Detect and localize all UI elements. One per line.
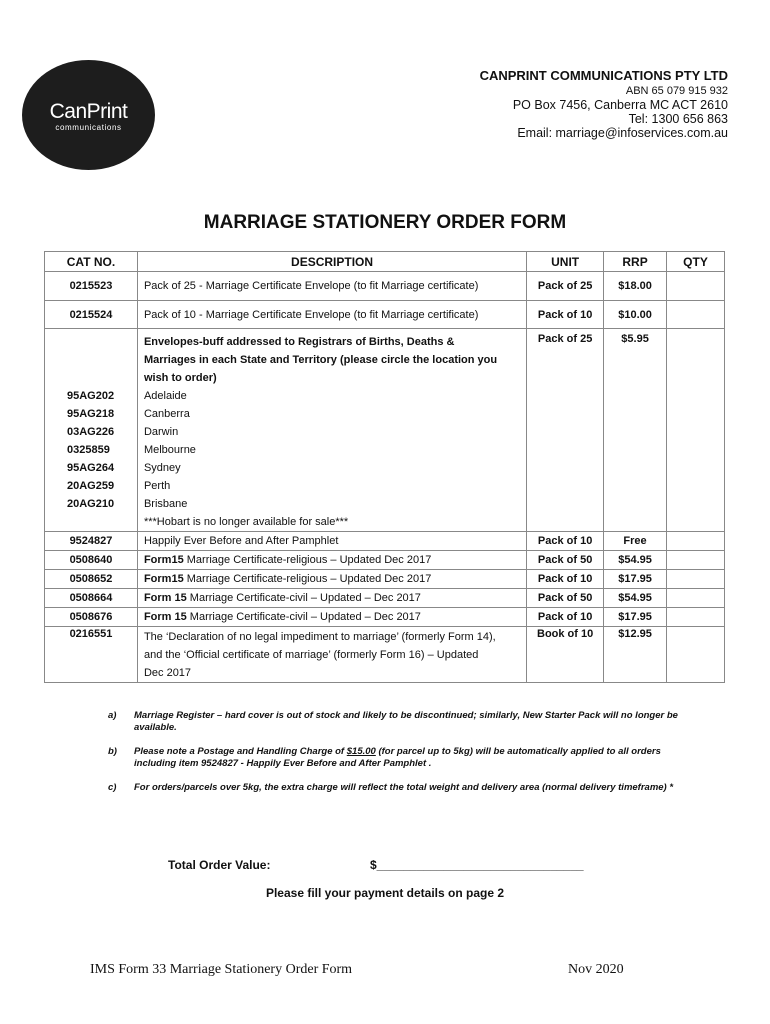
- note-b: [108, 746, 688, 770]
- rrp: $54.95: [604, 551, 667, 570]
- description: [137, 532, 526, 551]
- header-rrp: RRP: [604, 252, 667, 272]
- description: Pack of 10 - Marriage Certificate Envelope (to fit Marriage certificate): [137, 301, 526, 329]
- location-cat-no: 0325859: [67, 444, 110, 456]
- total-order-label: Total Order Value:: [168, 858, 271, 872]
- description-text: Marriage Certificate-civil – Updated – Dec 2017: [186, 592, 421, 604]
- envelopes-title-line: wish to order): [143, 372, 217, 384]
- qty-cell[interactable]: [667, 301, 725, 329]
- description: [137, 589, 526, 608]
- footer-date: Nov 2020: [568, 962, 624, 977]
- unit: Pack of 25: [527, 272, 604, 301]
- note-text: (for parcel up to 5kg) will be automatically applied to all orders including item 9524827 - Happily Ever Before and After Pamphlet .: [134, 746, 661, 769]
- header-unit: UNIT: [527, 252, 604, 272]
- canprint-logo: [22, 60, 155, 170]
- location-name[interactable]: Brisbane: [143, 498, 188, 510]
- header-cat-no: CAT NO.: [45, 252, 138, 272]
- table-row-envelopes: [45, 329, 725, 532]
- cat-no: 0508652: [45, 570, 138, 589]
- note-text: Please note a Postage and Handling Charge of: [134, 746, 347, 757]
- description: [137, 551, 526, 570]
- location-cat-no: 95AG218: [67, 408, 115, 420]
- order-table: [44, 251, 725, 683]
- form-label: Form15: [143, 554, 184, 566]
- company-name: CANPRINT COMMUNICATIONS PTY LTD: [479, 68, 728, 83]
- hobart-note: ***Hobart is no longer available for sale***: [143, 516, 349, 528]
- cat-no: 0215523: [45, 272, 138, 301]
- cat-no: 0215524: [45, 301, 138, 329]
- unit: Book of 10: [527, 627, 604, 683]
- total-order-value-field[interactable]: $_______________________________: [370, 858, 584, 872]
- declaration-line: The ‘Declaration of no legal impediment to marriage’ (formerly Form 14),: [143, 631, 496, 643]
- qty-cell[interactable]: [667, 329, 725, 532]
- rrp: $54.95: [604, 589, 667, 608]
- description-text: Marriage Certificate-civil – Updated – Dec 2017: [186, 611, 421, 623]
- unit: Pack of 10: [527, 608, 604, 627]
- rrp: $17.95: [604, 570, 667, 589]
- logo-subtext: communications: [55, 123, 122, 132]
- location-cat-no: 20AG259: [67, 480, 115, 492]
- note-a: [108, 710, 688, 734]
- qty-cell[interactable]: [667, 589, 725, 608]
- unit: Pack of 50: [527, 551, 604, 570]
- table-row: [45, 608, 725, 627]
- table-row: [45, 589, 725, 608]
- form-label: Form15: [143, 573, 184, 585]
- unit: Pack of 10: [527, 570, 604, 589]
- envelopes-title-line: Envelopes-buff addressed to Registrars of Births, Deaths &: [143, 336, 455, 348]
- declaration-line: and the ‘Official certificate of marriage’ (formerly Form 16) – Updated: [143, 649, 479, 661]
- location-name[interactable]: Adelaide: [143, 390, 187, 402]
- qty-cell[interactable]: [667, 532, 725, 551]
- description: [137, 608, 526, 627]
- note-marker: c): [108, 782, 117, 793]
- envelopes-description: [137, 329, 526, 532]
- description: [137, 570, 526, 589]
- note-c: [108, 782, 688, 794]
- table-row: [45, 301, 725, 329]
- location-name[interactable]: Melbourne: [143, 444, 196, 456]
- rrp: $12.95: [604, 627, 667, 683]
- description-text: Happily Ever Before and After Pamphlet: [143, 535, 339, 547]
- description-text: Marriage Certificate-religious – Updated Dec 2017: [183, 573, 432, 585]
- unit: Pack of 25: [527, 329, 604, 532]
- location-cat-no: 03AG226: [67, 426, 115, 438]
- qty-cell[interactable]: [667, 570, 725, 589]
- rrp: $17.95: [604, 608, 667, 627]
- company-email: Email: marriage@infoservices.com.au: [517, 126, 728, 140]
- payment-note: Please fill your payment details on page 2: [265, 886, 505, 900]
- form-label: Form 15: [143, 611, 187, 623]
- table-header-row: [45, 252, 725, 272]
- postage-amount: $15.00: [346, 746, 376, 757]
- location-cat-no: 20AG210: [67, 498, 115, 510]
- description-text: Marriage Certificate-religious – Updated Dec 2017: [183, 554, 432, 566]
- unit: Pack of 50: [527, 589, 604, 608]
- description: Pack of 25 - Marriage Certificate Envelope (to fit Marriage certificate): [137, 272, 526, 301]
- company-address: PO Box 7456, Canberra MC ACT 2610: [512, 98, 728, 112]
- declaration-line: Dec 2017: [143, 667, 192, 679]
- location-cat-no: 95AG202: [67, 390, 115, 402]
- company-abn: ABN 65 079 915 932: [625, 85, 728, 97]
- notes-list: [108, 710, 688, 806]
- table-row: [45, 570, 725, 589]
- cat-no: 0508676: [45, 608, 138, 627]
- location-name[interactable]: Perth: [143, 480, 171, 492]
- rrp: $5.95: [604, 329, 667, 532]
- qty-cell[interactable]: [667, 272, 725, 301]
- table-row: [45, 272, 725, 301]
- header-description: DESCRIPTION: [137, 252, 526, 272]
- cat-no: 0216551: [45, 627, 138, 683]
- footer-form-name: IMS Form 33 Marriage Stationery Order Form: [90, 962, 353, 977]
- header-qty: QTY: [667, 252, 725, 272]
- note-marker: a): [108, 710, 117, 721]
- company-details: [480, 68, 728, 140]
- company-tel: Tel: 1300 656 863: [628, 112, 728, 126]
- note-text: For orders/parcels over 5kg, the extra charge will reflect the total weight and delivery area (normal delivery timeframe) *: [134, 782, 674, 793]
- location-name[interactable]: Canberra: [143, 408, 190, 420]
- unit: Pack of 10: [527, 301, 604, 329]
- form-title: MARRIAGE STATIONERY ORDER FORM: [203, 212, 567, 233]
- rrp: Free: [604, 532, 667, 551]
- qty-cell[interactable]: [667, 551, 725, 570]
- declaration-description: [137, 627, 526, 683]
- qty-cell[interactable]: [667, 608, 725, 627]
- location-cat-list: [45, 329, 138, 532]
- note-marker: b): [108, 746, 117, 757]
- location-name[interactable]: Sydney: [143, 462, 181, 474]
- qty-cell[interactable]: [667, 627, 725, 683]
- form-label: Form 15: [143, 592, 187, 604]
- logo-text: CanPrint: [49, 100, 128, 123]
- location-name[interactable]: Darwin: [143, 426, 179, 438]
- table-row: [45, 532, 725, 551]
- note-text: Marriage Register – hard cover is out of stock and likely to be discontinued; similarly, New Starter Pack will no longer be available.: [134, 710, 678, 733]
- table-row: [45, 551, 725, 570]
- location-cat-no: 95AG264: [67, 462, 115, 474]
- cat-no: 0508640: [45, 551, 138, 570]
- unit: Pack of 10: [527, 532, 604, 551]
- rrp: $18.00: [604, 272, 667, 301]
- cat-no: 9524827: [45, 532, 138, 551]
- envelopes-title-line: Marriages in each State and Territory (please circle the location you: [143, 354, 498, 366]
- cat-no: 0508664: [45, 589, 138, 608]
- rrp: $10.00: [604, 301, 667, 329]
- table-row-declaration: [45, 627, 725, 683]
